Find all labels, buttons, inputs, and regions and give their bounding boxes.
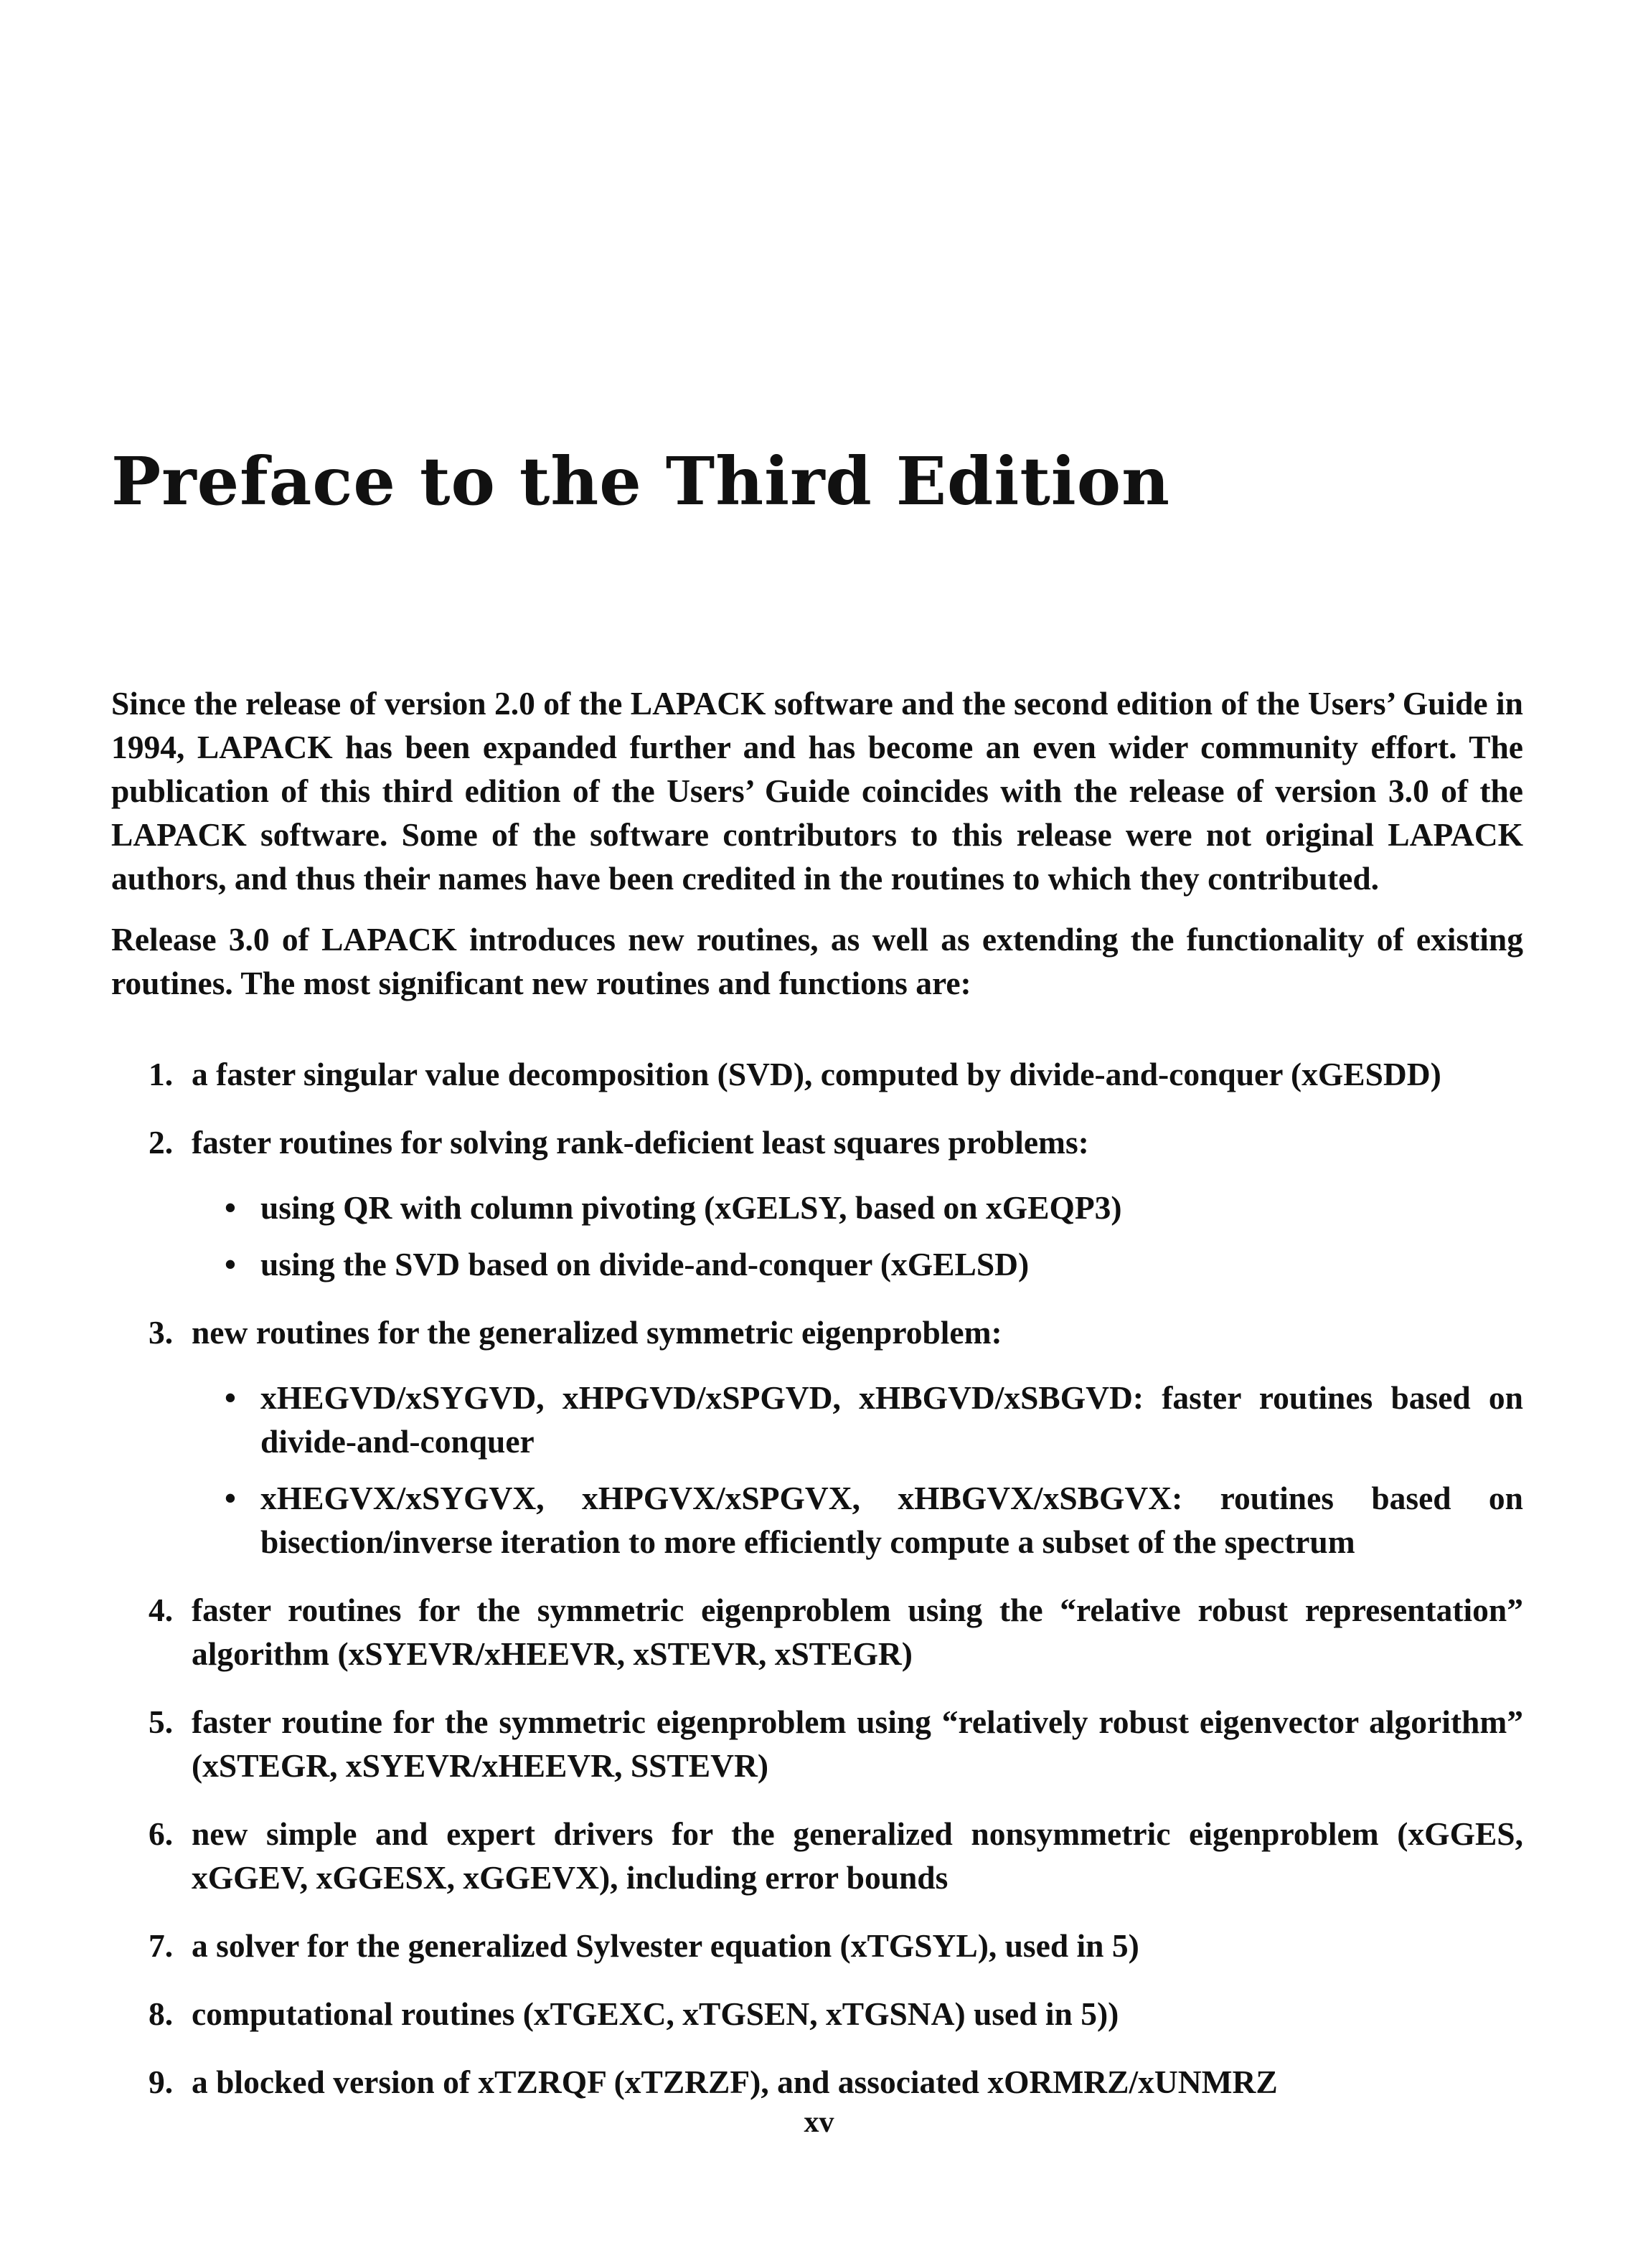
list-item [111, 1588, 1523, 1676]
list-item-text: faster routines for solving rank-deficient least squares problems: [192, 1124, 1089, 1161]
list-item-text: a solver for the generalized Sylvester equation (xTGSYL), used in 5) [192, 1927, 1139, 1964]
sub-list-item [192, 1186, 1523, 1229]
bullet-icon: • [225, 1379, 236, 1416]
list-item-text: computational routines (xTGEXC, xTGSEN, xTGSNA) used in 5)) [192, 1995, 1119, 2032]
list-item-text: faster routines for the symmetric eigenproblem using the “relative robust representation” algorithm (xSYEVR/xHEEVR, xSTEVR, xSTEGR) [192, 1592, 1523, 1672]
list-item [111, 1700, 1523, 1787]
list-item-text: new simple and expert drivers for the generalized nonsymmetric eigenproblem (xGGES, xGGEV, xGGESX, xGGEVX), including error bounds [192, 1815, 1523, 1896]
list-number: 4. [149, 1592, 174, 1628]
release-paragraph: Release 3.0 of LAPACK introduces new routines, as well as extending the functionality of existing routines. The most significant new routines and functions are: [111, 921, 1523, 1001]
list-number: 1. [149, 1056, 174, 1092]
list-item [111, 1052, 1523, 1096]
sub-item-text: using QR with column pivoting (xGELSY, based on xGEQP3) [260, 1189, 1122, 1226]
bullet-icon: • [225, 1189, 236, 1226]
list-number: 2. [149, 1124, 174, 1161]
new-routines-list [111, 1052, 1523, 2104]
page-title: Preface to the Third Edition [111, 443, 1171, 520]
list-number: 6. [149, 1815, 174, 1852]
list-item-text: a faster singular value decomposition (SVD), computed by divide-and-conquer (xGESDD) [192, 1056, 1441, 1092]
sub-item-text: xHEGVD/xSYGVD, xHPGVD/xSPGVD, xHBGVD/xSBGVD: faster routines based on divide-and-conquer [260, 1379, 1523, 1460]
list-number: 8. [149, 1995, 174, 2032]
list-item [111, 1310, 1523, 1564]
bullet-icon: • [225, 1246, 236, 1282]
sub-list [192, 1376, 1523, 1564]
sub-list [192, 1186, 1523, 1286]
list-number: 7. [149, 1927, 174, 1964]
list-item [111, 1812, 1523, 1899]
page-number: xv [804, 2106, 834, 2139]
sub-item-text: using the SVD based on divide-and-conquer (xGELSD) [260, 1246, 1030, 1282]
list-item-text: faster routine for the symmetric eigenproblem using “relatively robust eigenvector algorithm” (xSTEGR, xSYEVR/xHEEVR, SSTEVR) [192, 1704, 1523, 1784]
body-text [111, 681, 1523, 2128]
list-item-text: a blocked version of xTZRQF (xTZRZF), and associated xORMRZ/xUNMRZ [192, 2064, 1278, 2100]
sub-list-item [192, 1376, 1523, 1463]
list-item [111, 1924, 1523, 1967]
sub-list-item [192, 1476, 1523, 1564]
list-item [111, 1120, 1523, 1286]
intro-paragraph: Since the release of version 2.0 of the LAPACK software and the second edition of the Users’ Guide in 1994, LAPACK has been expanded further and has become an even wider community effort. The publication of this third edition of the Users’ Guide coincides with the release of version 3.0 of the LAPACK software. Some of the software contributors to this release were not original LAPACK authors, and thus their names have been credited in the routines to which they contributed. [111, 685, 1523, 897]
sub-item-text: xHEGVX/xSYGVX, xHPGVX/xSPGVX, xHBGVX/xSBGVX: routines based on bisection/inverse iteration to more efficiently compute a subset of the spectrum [260, 1480, 1523, 1560]
list-item [111, 1992, 1523, 2036]
list-number: 9. [149, 2064, 174, 2100]
list-number: 3. [149, 1314, 174, 1351]
sub-list-item [192, 1242, 1523, 1286]
bullet-icon: • [225, 1480, 236, 1516]
list-item [111, 2060, 1523, 2104]
list-number: 5. [149, 1704, 174, 1740]
list-item-text: new routines for the generalized symmetric eigenproblem: [192, 1314, 1002, 1351]
